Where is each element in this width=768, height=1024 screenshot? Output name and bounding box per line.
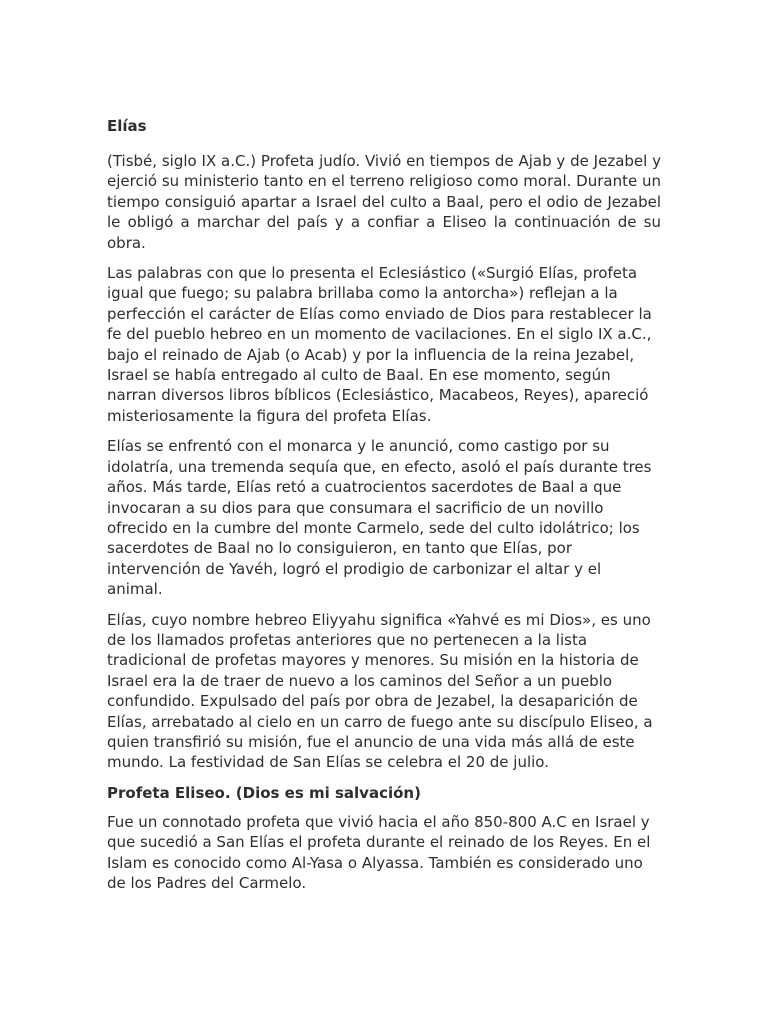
section-heading: Profeta Eliseo. (Dios es mi salvación) [107, 783, 421, 802]
body-paragraph: Las palabras con que lo presenta el Eclesiástico («Surgió Elías, profeta igual que fuego; su palabra brillaba como la antorcha») reflejan a la perfección el carácter de Elías como enviado de Dios para restablecer la fe del pueblo hebreo en un momento de vacilaciones. En el siglo IX a.C., bajo el reinado de Ajab (o Acab) y por la influencia de la reina Jezabel, Israel se había entregado al culto de Baal. En ese momento, según narran diversos libros bíblicos (Eclesiástico, Macabeos, Reyes), apareció misteriosamente la figura del profeta Elías. [107, 264, 652, 425]
document-title: Elías [107, 117, 147, 135]
document-page [107, 116, 661, 903]
body-paragraph: Elías se enfrentó con el monarca y le anunció, como castigo por su idolatría, una tremenda sequía que, en efecto, asoló el país durante tres años. Más tarde, Elías retó a cuatrocientos sacerdotes de Baal a que invocaran a su dios para que consumara el sacrificio de un novillo ofrecido en la cumbre del monte Carmelo, sede del culto idolátrico; los sacerdotes de Baal no lo consiguieron, en tanto que Elías, por intervención de Yavéh, logró el prodigio de carbonizar el altar y el animal. [107, 437, 652, 599]
body-paragraph: Elías, cuyo nombre hebreo Eliyyahu significa «Yahvé es mi Dios», es uno de los llamados profetas anteriores que no pertenecen a la lista tradicional de profetas mayores y menores. Su misión en la historia de Israel era la de traer de nuevo a los caminos del Señor a un pueblo confundido. Expulsado del país por obra de Jezabel, la desaparición de Elías, arrebatado al cielo en un carro de fuego ante su discípulo Eliseo, a quien transfirió su misión, fue el anuncio de una vida más allá de este mundo. La festividad de San Elías se celebra el 20 de julio. [107, 610, 653, 772]
intro-paragraph: (Tisbé, siglo IX a.C.) Profeta judío. Vivió en tiempos de Ajab y de Jezabel y ejerció su ministerio tanto en el terreno religioso como moral. Durante un tiempo consiguió apartar a Israel del culto a Baal, pero el odio de Jezabel le obligó a marchar del país y a confiar a Eliseo la continuación de su obra. [107, 152, 661, 252]
section-paragraph: Fue un connotado profeta que vivió hacia el año 850-800 A.C en Israel y que sucedió a San Elías el profeta durante el reinado de los Reyes. En el Islam es conocido como Al-Yasa o Alyassa. También es considerado uno de los Padres del Carmelo. [107, 812, 651, 892]
